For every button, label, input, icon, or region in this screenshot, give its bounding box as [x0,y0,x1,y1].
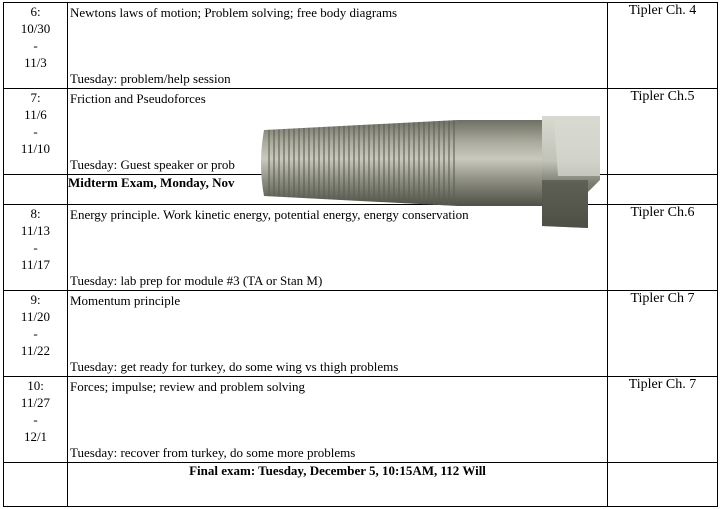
schedule-row-week-10 [4,377,718,463]
topic-cell [68,291,608,377]
empty-week-cell [4,175,68,205]
course-schedule-table [3,2,718,507]
empty-week-cell [4,463,68,507]
week-end-date: 11/17 [20,257,51,272]
week-start-date: 11/6 [24,107,47,122]
topic-title: Energy principle. Work kinetic energy, potential energy, energy conservation [70,207,469,222]
week-start-date: 11/13 [20,223,51,238]
empty-reading-cell [608,175,718,205]
week-start-date: 10/30 [20,21,51,36]
week-number: 9: [30,292,41,307]
week-end-date: 11/22 [20,343,51,358]
week-cell [4,3,68,89]
week-number: 8: [30,206,41,221]
schedule-row-week-6 [4,3,718,89]
tuesday-note: Tuesday: Guest speaker or prob [70,157,235,172]
reading-cell: Tipler Ch 7 [608,291,718,377]
week-date-separator: - [33,240,38,255]
tuesday-note: Tuesday: problem/help session [70,71,231,86]
reading-cell: Tipler Ch. 7 [608,377,718,463]
empty-reading-cell [608,463,718,507]
week-date-separator: - [33,326,38,341]
week-cell [4,291,68,377]
topic-title: Friction and Pseudoforces [70,91,206,106]
week-number: 6: [30,4,41,19]
midterm-exam-note: Midterm Exam, Monday, Nov [68,175,608,205]
topic-cell [68,377,608,463]
week-date-separator: - [33,412,38,427]
bolt-image [258,116,600,230]
topic-title: Momentum principle [70,293,181,308]
week-start-date: 11/20 [20,309,51,324]
tuesday-note: Tuesday: lab prep for module #3 (TA or Stan M) [70,273,323,288]
final-exam-note: Final exam: Tuesday, December 5, 10:15AM, 112 Will [68,463,608,507]
week-date-separator: - [33,38,38,53]
week-number: 10: [27,378,44,393]
tuesday-note: Tuesday: recover from turkey, do some more problems [70,445,356,460]
topic-title: Newtons laws of motion; Problem solving; free body diagrams [70,5,398,20]
week-number: 7: [30,90,41,105]
schedule-row-week-9 [4,291,718,377]
week-cell [4,377,68,463]
week-cell [4,89,68,175]
tuesday-note: Tuesday: get ready for turkey, do some wing vs thigh problems [70,359,399,374]
reading-cell: Tipler Ch.5 [608,89,718,175]
week-end-date: 11/10 [20,141,51,156]
week-end-date: 12/1 [23,429,48,444]
week-date-separator: - [33,124,38,139]
schedule-row-final [4,463,718,507]
week-end-date: 11/3 [24,55,47,70]
topic-title: Forces; impulse; review and problem solving [70,379,306,394]
week-start-date: 11/27 [20,395,51,410]
week-cell [4,205,68,291]
reading-cell: Tipler Ch.6 [608,205,718,291]
reading-cell: Tipler Ch. 4 [608,3,718,89]
topic-cell [68,3,608,89]
